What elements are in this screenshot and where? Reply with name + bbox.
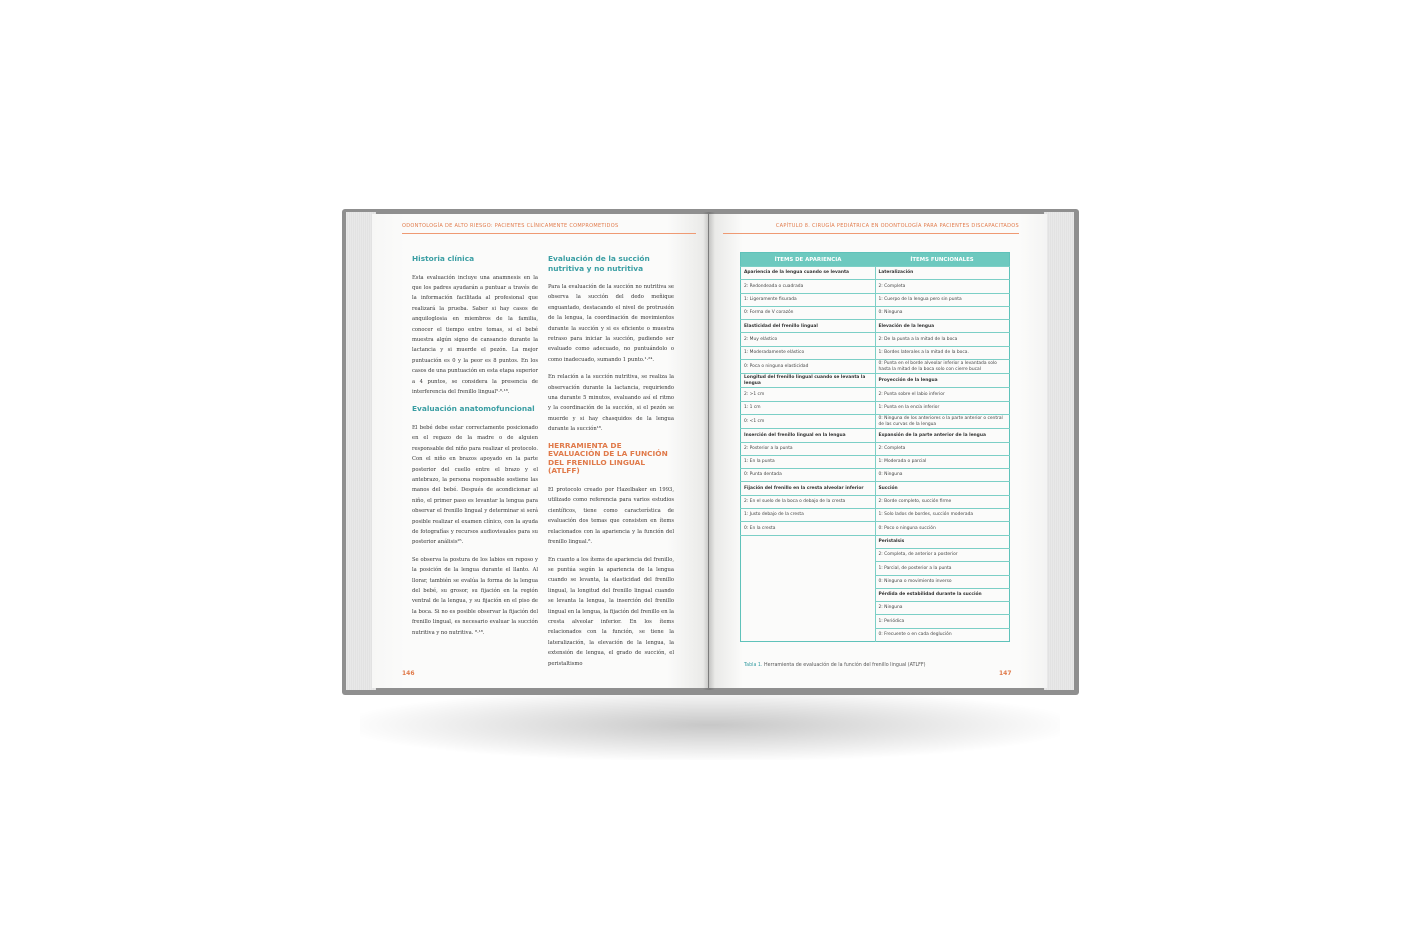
table-row [741,388,1010,401]
body-paragraph: En cuanto a los ítems de apariencia del frenillo, se puntúa según la apariencia de la lengua cuando se levanta, la elasticidad del frenillo lingual, la longitud del frenillo lingual cuando se levanta la lengua, la inserción del frenillo lingual en la lengua, la fijación del frenillo en la cresta alveolar inferior. En los ítems relacionados con la función, se tiene la lateralización, la elevación de la lengua, la extensión de lengua, el grado de succión, el peristaltismo [548,556,674,667]
left-column-2 [548,250,674,676]
table-cell: 2: Muy elástico [741,333,876,346]
table-row [741,346,1010,359]
section-heading: Historia clínica [412,254,475,263]
table-cell: 0: Ninguna o movimiento inverso [875,575,1010,588]
table-subheading-cell: Peristalsis [875,535,1010,548]
table-cell: 0: Poca o ninguna elasticidad [741,360,876,374]
book-shadow [360,690,1060,760]
table-cell: 2: De la punta a la mitad de la boca [875,333,1010,346]
table-row [741,293,1010,306]
table-row [741,401,1010,414]
table-row [741,306,1010,319]
table-subheading-cell: Elevación de la lengua [875,320,1010,333]
table-subheading-cell: Inserción del frenillo lingual en la lengua [741,429,876,442]
section-heading: Evaluación anatomofuncional [412,404,535,414]
table-subheading-cell: Succión [875,482,1010,495]
table-cell [741,562,876,575]
table-cell: 2: Completa, de anterior a posterior [875,548,1010,561]
table-cell: 2: Punta sobre el labio inferior [875,388,1010,401]
table-cell: 1: Justo debajo de la cresta [741,509,876,522]
right-page-number: 147 [999,670,1012,677]
body-paragraph: El bebé debe estar correctamente posicionado en el regazo de la madre o de alguien responsable del niño para realizar el protocolo. Con el niño en brazos apoyado en la parte posterior del cuello entre el brazo y el antebrazo, la persona responsable sostiene las manos del bebé. Después de acondicionar al niño, el primer paso es levantar la lengua para observar el frenillo lingual y determinar si será posible realizar el examen clínico, con la ayuda de fotografías y recursos audiovisuales para su posterior análisis²⁵. [412,424,538,546]
table-subheading-cell: Fijación del frenillo en la cresta alveolar inferior [741,482,876,495]
body-paragraph: Se observa la postura de los labios en reposo y la posición de la lengua durante el llanto. Al llorar, también se evalúa la forma de la lengua del bebé, su grosor, su fijación en la región ventral de la lengua, y su fijación en el piso de la boca. Si no es posible observar la fijación del frenillo lingual, es necesario evaluar la succión nutritiva y no nutritiva. ⁸·¹⁸. [412,556,538,636]
table-cell: 1: Periódica [875,615,1010,628]
table-cell [741,615,876,628]
table-row [741,548,1010,561]
header-appearance-items: ÍTEMS DE APARIENCIA [741,253,876,267]
table-row [741,374,1010,388]
left-page-number: 146 [402,670,415,677]
section-heading: Evaluación de la succión nutritiva y no nutritiva [548,254,650,273]
table-cell: 2: Ninguna [875,602,1010,615]
caption-text: Herramienta de evaluación de la función del frenillo lingual (ATLFF) [764,663,926,668]
table-subheading-cell: Pérdida de estabilidad durante la succión [875,588,1010,601]
table-subheading-cell: Proyección de la lengua [875,374,1010,388]
body-paragraph: Para la evaluación de la succión no nutritiva se observa la succión del dedo meñique enguantado, destacando el nivel de protrusión de la lengua, la coordinación de movimientos durante la succión y si es eficiente o muestra retraso para iniciar la succión, pudiendo ser evaluado como adecuado, no puntuándolo o como inadecuado, sumando 1 punto.¹·²⁴. [548,284,674,363]
right-head-rule [723,233,1019,234]
table-cell: 1: Punta en la encía inferior [875,401,1010,414]
table-row [741,509,1010,522]
table-row [741,360,1010,374]
table-subheading-cell: Expansión de la parte anterior de la lengua [875,429,1010,442]
left-column-1 [412,250,538,645]
table-cell: 2: Borde completo, succión firme [875,495,1010,508]
left-head-rule [402,233,696,234]
table-cell: 1: Moderadamente elástico [741,346,876,359]
table-row [741,535,1010,548]
table-row [741,562,1010,575]
table-cell: 0: <1 cm [741,415,876,429]
table-cell [741,575,876,588]
table-cell: 0: Punta dentada [741,469,876,482]
table-caption [744,663,926,668]
page-edges-right [1044,212,1074,690]
table-cell: 0: Ninguna de los anteriores o la parte anterior o central de las curvas de la lengua [875,415,1010,429]
section-heading-orange: HERRAMIENTA DE EVALUACIÓN DE LA FUNCIÓN DEL FRENILLO LINGUAL (ATLFF) [548,440,668,476]
table-row [741,482,1010,495]
table-cell: 1: Moderada o parcial [875,455,1010,468]
header-functional-items: ÍTEMS FUNCIONALES [875,253,1010,267]
table-cell [741,628,876,641]
body-paragraph: El protocolo creado por Hazelbaker en 1993, utilizado como referencia para varios estudios científicos, tiene como característica de evaluación dos temas que consisten en ítems relacionados con la apariencia y la función del frenillo lingual.⁸. [548,487,674,546]
body-paragraph: Esta evaluación incluye una anamnesis en la que los padres ayudarán a puntuar a través de la información facilitada al profesional que realizará la prueba. Saber si hay casos de anquiloglosia en miembros de la familia, conocer el tiempo entre tomas, si el bebé muestra algún signo de cansancio durante la lactancia y si muerde el pezón. La mejor puntuación es 0 y la peor es 8 puntos. En los casos de una puntuación en esta etapa superior a 4 puntos, se considera la presencia de interferencia del frenillo lingual⁵·⁸·¹⁸. [412,274,538,395]
table-cell: 2: Redondeada o cuadrada [741,280,876,293]
table-row [741,628,1010,641]
table-cell: 0: Forma de V corazón [741,306,876,319]
table-subheading-cell: Elasticidad del frenillo lingual [741,320,876,333]
table-cell: 1: Cuerpo de la lengua pero sin punta [875,293,1010,306]
right-page [709,214,1047,688]
table-cell: 2: Completa [875,442,1010,455]
table-cell: 0: En la cresta [741,522,876,535]
table-cell: 0: Punta en el borde alveolar inferior a levantada solo hasta la mitad de la boca solo con cierre bucal [875,360,1010,374]
table-cell: 2: Completa [875,280,1010,293]
table-cell: 1: Ligeramente fisurada [741,293,876,306]
book-gutter [703,212,715,690]
table-cell [741,588,876,601]
table-row [741,429,1010,442]
table-cell: 0: Ninguna [875,469,1010,482]
table-row [741,267,1010,280]
body-paragraph: En relación a la succión nutritiva, se realiza la observación durante la lactancia, requiriendo una durante 5 minutos, evaluando así el ritmo y la coordinación de la succión, si el pezón se muerde y si hay chasquidos de la lengua durante la succión¹⁸. [548,374,674,433]
table-row [741,495,1010,508]
table-cell: 1: Parcial, de posterior a la punta [875,562,1010,575]
table-row [741,280,1010,293]
table-cell: 2: >1 cm [741,388,876,401]
left-running-head: ODONTOLOGÍA DE ALTO RIESGO: PACIENTES CLÍNICAMENTE COMPROMETIDOS [402,223,619,229]
table-row [741,320,1010,333]
table-cell: 0: Ninguna [875,306,1010,319]
table-row [741,333,1010,346]
table-subheading-cell: Longitud del frenillo lingual cuando se levanta la lengua [741,374,876,388]
atlff-table [740,252,1010,642]
table-row [741,575,1010,588]
table-body [741,267,1010,642]
table-cell: 1: Solo lados de bordes, succión moderada [875,509,1010,522]
table-row [741,415,1010,429]
table-cell: 1: 1 cm [741,401,876,414]
table-cell [741,602,876,615]
table-header-row [741,253,1010,267]
table-row [741,522,1010,535]
table-row [741,455,1010,468]
table-cell [741,548,876,561]
table-cell: 1: Bordes laterales a la mitad de la boca. [875,346,1010,359]
caption-label: Tabla 1. [744,663,763,668]
table-subheading-cell: Lateralización [875,267,1010,280]
table-cell: 2: En el suelo de la boca o debajo de la cresta [741,495,876,508]
table-row [741,442,1010,455]
table-row [741,615,1010,628]
table-row [741,469,1010,482]
table-row [741,602,1010,615]
left-page [372,214,708,688]
table-row [741,588,1010,601]
table-cell [741,535,876,548]
table-cell: 0: Frecuente o en cada deglución [875,628,1010,641]
table-cell: 2: Posterior a la punta [741,442,876,455]
table-cell: 1: En la punta [741,455,876,468]
table-subheading-cell: Apariencia de la lengua cuando se levanta [741,267,876,280]
table-cell: 0: Poco o ninguna succión [875,522,1010,535]
right-running-head: CAPÍTULO 8. CIRUGÍA PEDIÁTRICA EN ODONTOLOGÍA PARA PACIENTES DISCAPACITADOS [775,223,1019,229]
